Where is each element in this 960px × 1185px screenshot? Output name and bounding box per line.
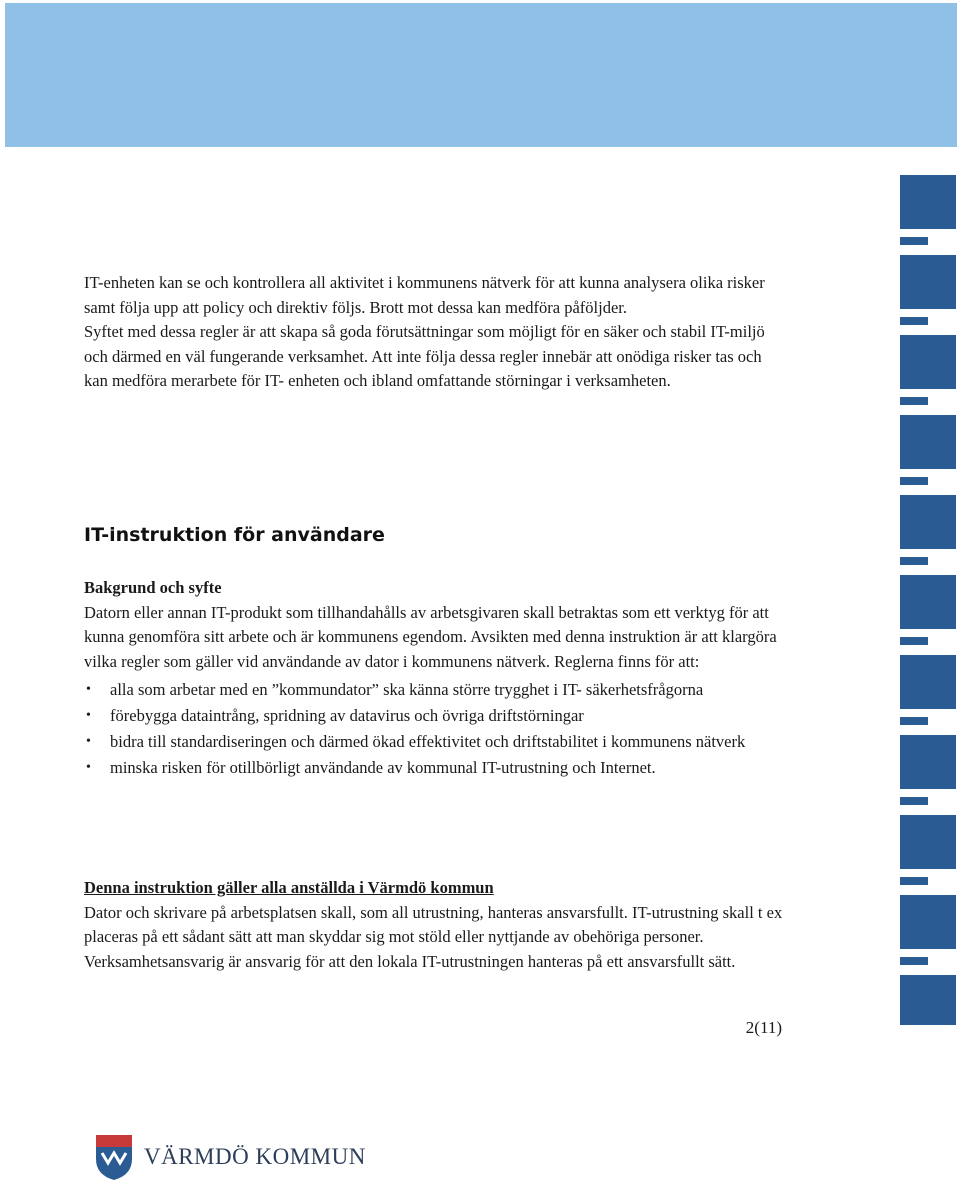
scope-heading: Denna instruktion gäller alla anställda i Värmdö kommun <box>84 878 494 897</box>
side-pattern-block <box>900 895 956 949</box>
bullet-icon: • <box>86 682 91 697</box>
list-item-text: förebygga dataintrång, spridning av datavirus och övriga driftstörningar <box>110 706 584 725</box>
side-pattern-notch <box>900 877 928 885</box>
side-pattern-notch <box>900 637 928 645</box>
side-pattern-block <box>900 735 956 789</box>
list-item-text: alla som arbetar med en ”kommundator” ska känna större trygghet i IT- säkerhetsfrågorna <box>110 680 704 699</box>
list-item-text: minska risken för otillbörligt användande av kommunal IT-utrustning och Internet. <box>110 758 656 777</box>
header-band <box>5 3 957 147</box>
logo <box>94 1132 366 1182</box>
bullet-icon: • <box>86 708 91 723</box>
side-pattern-notch <box>900 317 928 325</box>
side-pattern-notch <box>900 557 928 565</box>
side-pattern-notch <box>900 797 928 805</box>
bullet-icon: • <box>86 760 91 775</box>
intro-paragraph-2: Syftet med dessa regler är att skapa så goda förutsättningar som möjligt för en säker och stabil IT-miljö och därmed en väl fungerande verksamhet. Att inte följa dessa regler innebär att onödiga risker tas och kan medföra merarbete för IT- enheten och ibland omfattande störningar i verksamheten. <box>84 322 765 390</box>
section-heading: IT-instruktion för användare <box>84 524 385 546</box>
page-number: 2(11) <box>745 1018 782 1037</box>
side-pattern-block <box>900 815 956 869</box>
side-pattern-block <box>900 255 956 309</box>
side-pattern-notch <box>900 477 928 485</box>
side-pattern-block <box>900 975 956 1025</box>
crest-icon <box>94 1133 134 1181</box>
side-pattern-notch <box>900 717 928 725</box>
scope-text: Dator och skrivare på arbetsplatsen skall, som all utrustning, hanteras ansvarsfullt. IT-utrustning skall t ex placeras på ett sådant sätt att man skyddar sig mot stöld eller nyttjande av obehöriga personer. Verksamhetsansvarig är ansvarig för att den lokala IT-utrustningen hanteras på ett ansvarsfullt sätt. <box>84 902 783 971</box>
side-pattern-notch <box>900 957 928 965</box>
bullet-icon: • <box>86 734 91 749</box>
background-heading: Bakgrund och syfte <box>84 578 222 597</box>
background-text: Datorn eller annan IT-produkt som tillhandahålls av arbetsgivaren skall betraktas som ett verktyg för att kunna genomföra sitt arbete och är kommunens egendom. Avsikten med denna instruktion är att klargöra vilka regler som gäller vid användande av dator i kommunens nätverk. Reglerna finns för att: <box>84 602 777 671</box>
side-pattern-block <box>900 655 956 709</box>
side-pattern-block <box>900 575 956 629</box>
side-pattern-block <box>900 175 956 229</box>
side-decoration <box>900 175 956 1025</box>
list-item <box>84 704 800 729</box>
side-pattern-block <box>900 335 956 389</box>
side-pattern-block <box>900 415 956 469</box>
list-item <box>84 678 800 703</box>
list-item <box>84 730 800 755</box>
side-pattern-block <box>900 495 956 549</box>
rules-list <box>84 678 784 781</box>
intro-text <box>84 271 784 394</box>
intro-paragraph-1: IT-enheten kan se och kontrollera all aktivitet i kommunens nätverk för att kunna analysera olika risker samt följa upp att policy och direktiv följs. Brott mot dessa kan medföra påföljder. <box>84 273 765 317</box>
list-item <box>84 756 800 781</box>
background-section <box>84 576 784 782</box>
side-pattern-notch <box>900 237 928 245</box>
side-pattern-notch <box>900 397 928 405</box>
logo-text: VÄRMDÖ KOMMUN <box>144 1144 366 1169</box>
list-item-text: bidra till standardiseringen och därmed ökad effektivitet och driftstabilitet i kommunens nätverk <box>110 732 746 751</box>
scope-section <box>84 876 784 974</box>
